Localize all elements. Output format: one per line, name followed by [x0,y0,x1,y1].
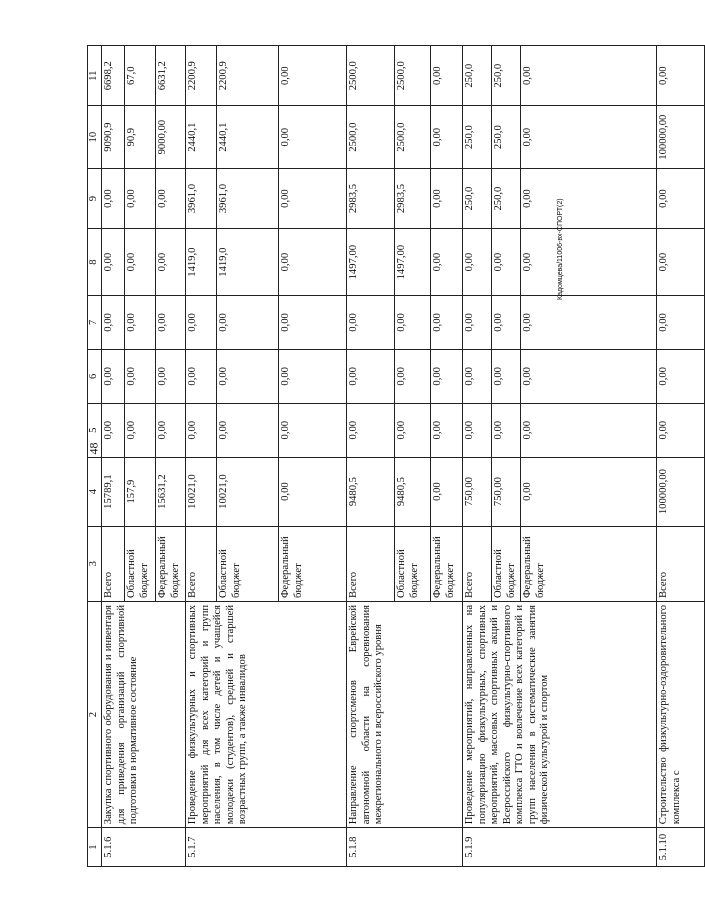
value-cell: 10021,0 [217,457,279,526]
column-header: 6 [88,349,102,403]
value-cell: 0,00 [186,296,217,350]
value-cell: 9480,5 [395,457,431,526]
funding-source: Всего [102,526,125,601]
column-header: 8 [88,229,102,296]
row-number: 5.1.10 [657,828,705,867]
value-cell: 0,00 [102,296,125,350]
value-cell: 0,00 [431,296,463,350]
value-cell: 250,0 [492,106,521,168]
table-row [347,46,395,867]
value-cell: 6698,2 [102,46,125,106]
value-cell: 0,00 [125,229,156,296]
value-cell: 0,00 [521,106,657,168]
value-cell: 0,00 [347,403,395,457]
value-cell: 0,00 [431,168,463,228]
value-cell: 2983,5 [395,168,431,228]
table-row [102,46,125,867]
row-number: 5.1.7 [186,828,347,867]
value-cell: 0,00 [125,403,156,457]
value-cell: 0,00 [395,403,431,457]
value-cell: 2500,0 [347,106,395,168]
value-cell: 0,00 [431,349,463,403]
value-cell: 100000,00 [657,457,705,526]
value-cell: 0,00 [395,296,431,350]
value-cell: 0,00 [217,296,279,350]
value-cell: 157,9 [125,457,156,526]
column-header: 11 [88,46,102,106]
funding-source: Всего [186,526,217,601]
column-header: 1 [88,828,102,867]
value-cell: 90,9 [125,106,156,168]
funding-source: Областной бюджет [395,526,431,601]
value-cell: 0,00 [279,168,347,228]
value-cell: 250,0 [463,106,492,168]
value-cell: 0,00 [521,403,657,457]
value-cell: 2983,5 [347,168,395,228]
column-header: 3 [88,526,102,601]
value-cell: 2440,1 [186,106,217,168]
value-cell: 2200,9 [217,46,279,106]
row-description: Закупка спортивного оборудования и инвентаря для приведения организаций спортивной подготовки в нормативное состояние [102,601,186,827]
value-cell: 0,00 [347,349,395,403]
column-header: 9 [88,168,102,228]
value-cell: 10021,0 [186,457,217,526]
value-cell: 0,00 [492,349,521,403]
funding-source: Федеральный бюджет [279,526,347,601]
value-cell: 3961,0 [186,168,217,228]
funding-source: Всего [463,526,492,601]
value-cell: 250,0 [492,168,521,228]
value-cell: 0,00 [156,229,186,296]
value-cell: 0,00 [279,46,347,106]
page-number: 48 [86,442,101,455]
value-cell: 0,00 [156,403,186,457]
column-header: 7 [88,296,102,350]
funding-source: Федеральный бюджет [156,526,186,601]
value-cell: 0,00 [521,46,657,106]
funding-source: Областной бюджет [217,526,279,601]
row-description: Проведение физкультурных и спортивных мероприятий для всех категорий и групп населения, в том числе детей и учащейся молодежи (студентов), средней и старшей возрастных групп, а также инвалидов [186,601,347,827]
value-cell: 1419,0 [186,229,217,296]
value-cell: 0,00 [657,296,705,350]
funding-source: Федеральный бюджет [521,526,657,601]
value-cell: 2500,0 [395,46,431,106]
value-cell: 0,00 [492,229,521,296]
value-cell: 0,00 [492,403,521,457]
column-header: 2 [88,601,102,827]
funding-source: Всего [657,526,705,601]
column-header: 10 [88,106,102,168]
value-cell: 2500,0 [395,106,431,168]
value-cell: 0,00 [431,457,463,526]
row-description: Проведение мероприятий, направленных на популяризацию физкультурных, спортивных мероприятий, массовых спортивных акций и Всероссийского физкультурно-спортивного комплекса ГТО и вовлечение всех категорий и групп населения в систематические занятия физической культурой и спортом [463,601,657,827]
row-description: Направление спортсменов Еврейской автономной области на соревнования межрегионального и всероссийского уровня [347,601,463,827]
value-cell: 0,00 [521,296,657,350]
value-cell: 0,00 [279,349,347,403]
value-cell: 250,0 [463,46,492,106]
value-cell: 0,00 [431,46,463,106]
value-cell: 0,00 [657,403,705,457]
value-cell: 0,00 [521,349,657,403]
value-cell: 0,00 [102,229,125,296]
value-cell: 0,00 [279,403,347,457]
value-cell: 0,00 [102,168,125,228]
value-cell: 0,00 [463,349,492,403]
row-number: 5.1.9 [463,828,657,867]
table-row [463,46,492,867]
value-cell: 0,00 [347,296,395,350]
value-cell: 0,00 [521,457,657,526]
value-cell: 0,00 [156,349,186,403]
value-cell: 9000,00 [156,106,186,168]
value-cell: 0,00 [431,229,463,296]
value-cell: 0,00 [431,106,463,168]
value-cell: 0,00 [463,229,492,296]
value-cell: 0,00 [463,296,492,350]
value-cell: 1419,0 [217,229,279,296]
value-cell: 0,00 [657,229,705,296]
row-number: 5.1.6 [102,828,186,867]
value-cell: 9480,5 [347,457,395,526]
value-cell: 0,00 [657,46,705,106]
funding-source: Федеральный бюджет [431,526,463,601]
value-cell: 6631,2 [156,46,186,106]
value-cell: 0,00 [125,349,156,403]
value-cell: 0,00 [657,168,705,228]
value-cell: 0,00 [156,296,186,350]
value-cell: 750,00 [492,457,521,526]
value-cell: 250,0 [463,168,492,228]
value-cell: 0,00 [521,229,657,296]
value-cell: 0,00 [521,168,657,228]
value-cell: 2200,9 [186,46,217,106]
value-cell: 0,00 [492,296,521,350]
value-cell: 0,00 [217,403,279,457]
budget-table [87,45,705,867]
value-cell: 250,0 [492,46,521,106]
header-row [88,46,102,867]
value-cell: 0,00 [657,349,705,403]
value-cell: 3961,0 [217,168,279,228]
value-cell: 67,0 [125,46,156,106]
column-header: 5 [88,403,102,457]
table-row [186,46,217,867]
row-description: Строительство физкультурно-оздоровительного комплекса с [657,601,705,827]
table-row [657,46,705,867]
value-cell: 0,00 [102,349,125,403]
value-cell: 100000,00 [657,106,705,168]
value-cell: 0,00 [156,168,186,228]
value-cell: 0,00 [186,349,217,403]
value-cell: 1497,00 [395,229,431,296]
value-cell: 0,00 [463,403,492,457]
column-header: 4 [88,457,102,526]
funding-source: Всего [347,526,395,601]
value-cell: 15631,2 [156,457,186,526]
value-cell: 0,00 [431,403,463,457]
value-cell: 0,00 [279,457,347,526]
value-cell: 2440,1 [217,106,279,168]
funding-source: Областной бюджет [492,526,521,601]
value-cell: 0,00 [395,349,431,403]
rotated-table-area [87,45,682,867]
row-number: 5.1.8 [347,828,463,867]
value-cell: 0,00 [125,296,156,350]
value-cell: 0,00 [279,296,347,350]
value-cell: 0,00 [186,403,217,457]
footer-stamp: Кадомцева/11006-вх-СПОРТ(2) [557,198,564,300]
value-cell: 0,00 [279,229,347,296]
value-cell: 2500,0 [347,46,395,106]
value-cell: 9090,9 [102,106,125,168]
funding-source: Областной бюджет [125,526,156,601]
value-cell: 0,00 [217,349,279,403]
value-cell: 1497,00 [347,229,395,296]
value-cell: 15789,1 [102,457,125,526]
value-cell: 0,00 [279,106,347,168]
value-cell: 750,00 [463,457,492,526]
value-cell: 0,00 [125,168,156,228]
value-cell: 0,00 [102,403,125,457]
